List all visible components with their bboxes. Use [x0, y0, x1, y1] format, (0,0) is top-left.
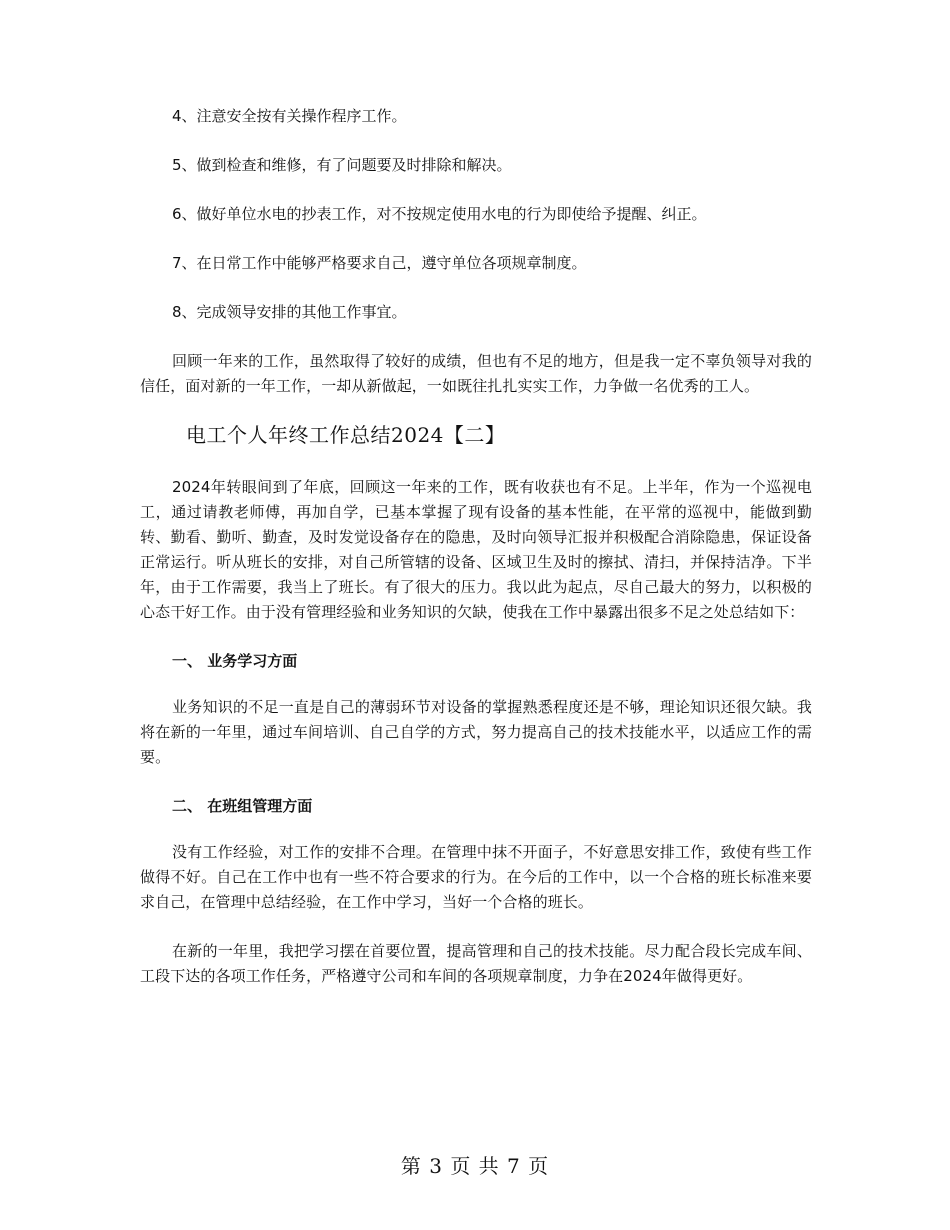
document-body [140, 104, 812, 1013]
heading-team-management: 二、 在班组管理方面 [172, 797, 313, 815]
list-item-7: 7、在日常工作中能够严格要求自己，遵守单位各项规章制度。 [172, 254, 587, 272]
list-item-6: 6、做好单位水电的抄表工作，对不按规定使用水电的行为即使给予提醒、纠正。 [172, 205, 707, 223]
list-item-8: 8、完成领导安排的其他工作事宜。 [172, 303, 407, 321]
section-title: 电工个人年终工作总结2024【二】 [186, 423, 506, 447]
heading-business-study: 一、 业务学习方面 [172, 652, 298, 670]
page-number-footer: 第 3 页 共 7 页 [400, 1154, 550, 1178]
intro-paragraph: 2024年转眼间到了年底，回顾这一年来的工作，既有收获也有不足。上半年，作为一个巡视电工，通过请教老师傅，再加自学，已基本掌握了现有设备的基本性能，在平常的巡视中，能做到勤转、勤看、勤听、勤查，及时发觉设备存在的隐患，及时向领导汇报并积极配合消除隐患，保证设备正常运行。听从班长的安排，对自己所管辖的设备、区域卫生及时的擦拭、清扫，并保持洁净。下半年，由于工作需要，我当上了班长。有了很大的压力。我以此为起点，尽自己最大的努力，以积极的心态干好工作。由于没有管理经验和业务知识的欠缺，使我在工作中暴露出很多不足之处总结如下： [140, 478, 812, 621]
list-item-4: 4、注意安全按有关操作程序工作。 [172, 107, 407, 125]
closing-paragraph: 在新的一年里，我把学习摆在首要位置，提高管理和自己的技术技能。尽力配合段长完成车间、工段下达的各项工作任务，严格遵守公司和车间的各项规章制度，力争在2024年做得更好。 [140, 942, 812, 985]
team-management-paragraph: 没有工作经验，对工作的安排不合理。在管理中抹不开面子，不好意思安排工作，致使有些工作做得不好。自己在工作中也有一些不符合要求的行为。在今后的工作中，以一个合格的班长标准来要求自己，在管理中总结经验，在工作中学习，当好一个合格的班长。 [140, 843, 812, 911]
review-paragraph: 回顾一年来的工作，虽然取得了较好的成绩，但也有不足的地方，但是我一定不辜负领导对我的信任，面对新的一年工作，一却从新做起，一如既往扎扎实实工作，力争做一名优秀的工人。 [140, 352, 812, 395]
business-study-paragraph: 业务知识的不足一直是自己的薄弱环节对设备的掌握熟悉程度还是不够，理论知识还很欠缺。我将在新的一年里，通过车间培训、自己自学的方式，努力提高自己的技术技能水平，以适应工作的需要。 [140, 698, 812, 766]
list-item-5: 5、做到检查和维修，有了问题要及时排除和解决。 [172, 156, 512, 174]
